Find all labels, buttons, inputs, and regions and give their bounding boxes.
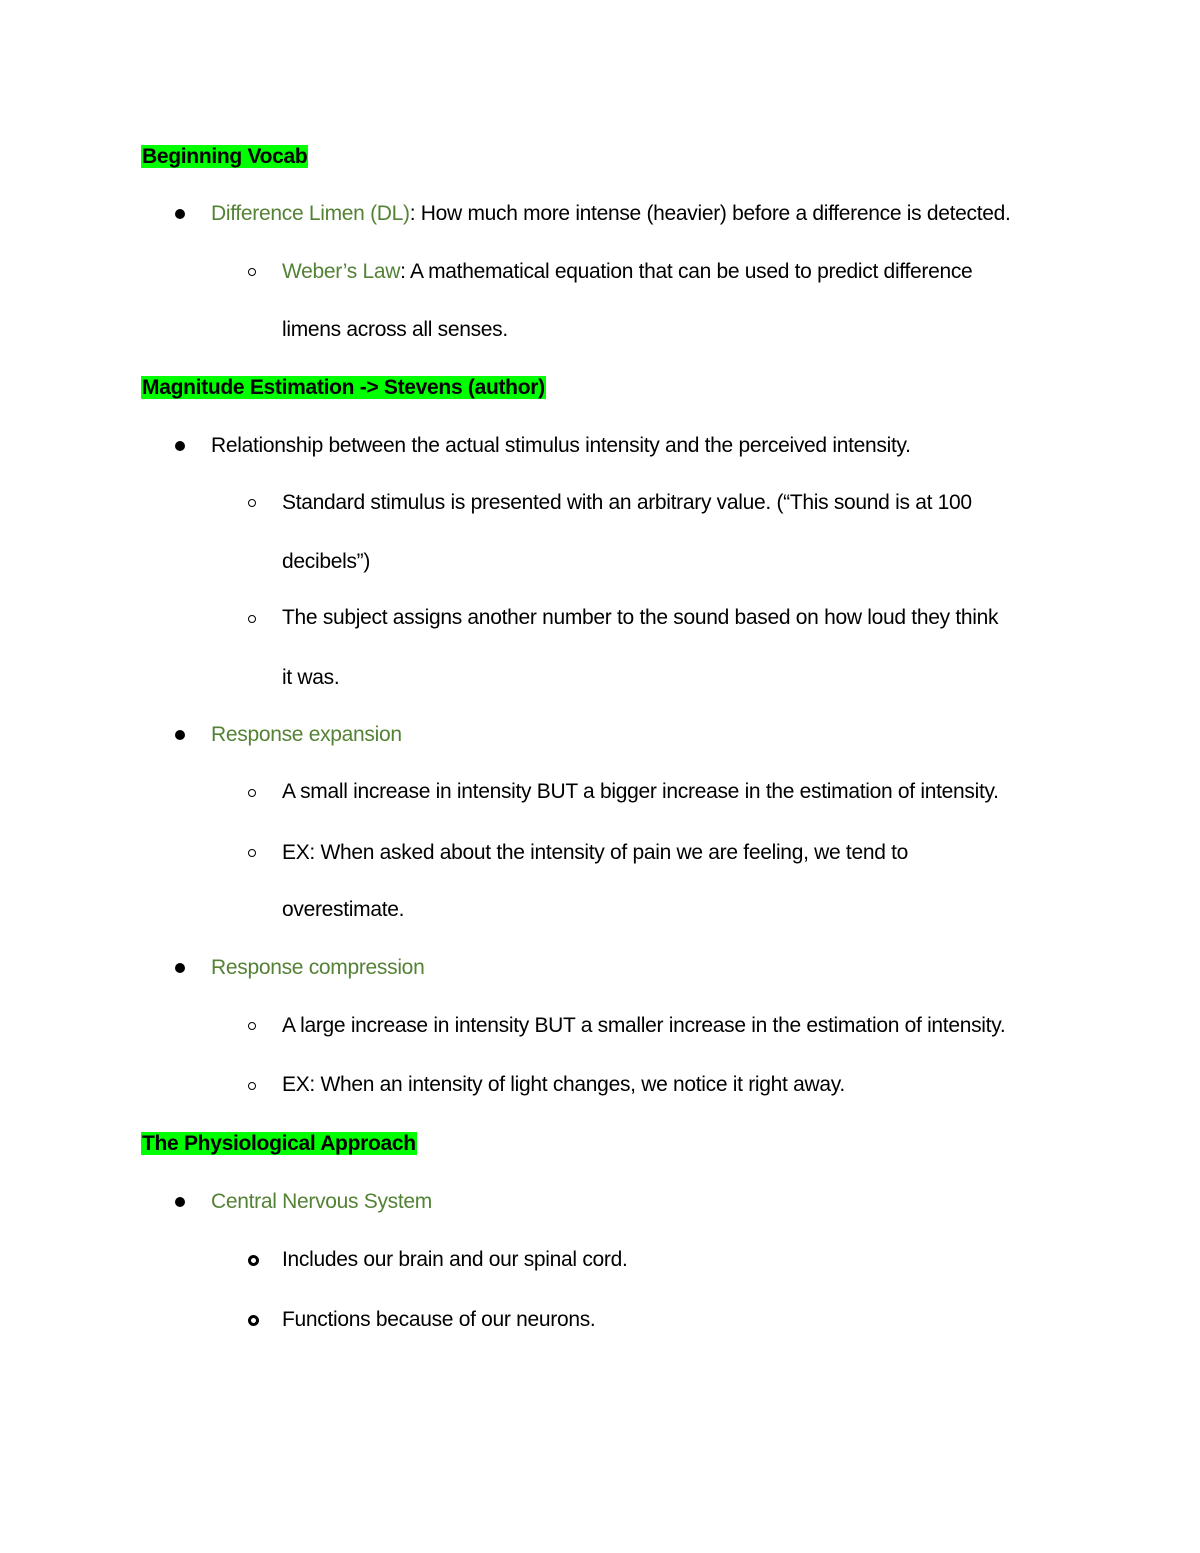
sub-list-item-continuation: it was. bbox=[282, 666, 340, 689]
term-label: Weber’s Law bbox=[282, 260, 401, 283]
list-item bbox=[211, 200, 1011, 228]
sub-list-item: EX: When an intensity of light changes, we notice it right away. bbox=[282, 1073, 845, 1096]
term-label: Response expansion bbox=[211, 723, 402, 746]
heading-highlight: Magnitude Estimation -> Stevens (author) bbox=[142, 376, 545, 399]
sub-list-item-continuation: limens across all senses. bbox=[282, 318, 508, 341]
sub-bullet-icon bbox=[248, 789, 256, 797]
list-item: Relationship between the actual stimulus intensity and the perceived intensity. bbox=[211, 434, 911, 457]
sub-list-item: A large increase in intensity BUT a smaller increase in the estimation of intensity. bbox=[282, 1014, 1006, 1037]
bullet-icon bbox=[175, 209, 185, 219]
sub-bullet-icon bbox=[248, 1255, 259, 1266]
sub-bullet-icon bbox=[248, 1315, 259, 1326]
term-label: Response compression bbox=[211, 956, 425, 979]
heading-highlight: The Physiological Approach bbox=[142, 1132, 416, 1155]
bullet-icon bbox=[175, 730, 185, 740]
sub-list-item: Includes our brain and our spinal cord. bbox=[282, 1248, 628, 1271]
term-label: Difference Limen (DL) bbox=[211, 202, 410, 225]
sub-bullet-icon bbox=[248, 615, 256, 623]
sub-bullet-icon bbox=[248, 1082, 256, 1090]
sub-bullet-icon bbox=[248, 849, 256, 857]
sub-bullet-icon bbox=[248, 499, 256, 507]
sub-list-item: EX: When asked about the intensity of pain we are feeling, we tend to bbox=[282, 841, 909, 864]
item-text: : How much more intense (heavier) before a difference is detected. bbox=[409, 202, 1011, 225]
term-label: Central Nervous System bbox=[211, 1190, 432, 1213]
sub-list-item: A small increase in intensity BUT a bigger increase in the estimation of intensity. bbox=[282, 780, 999, 803]
heading-highlight: Beginning Vocab bbox=[142, 145, 308, 168]
item-text: : A mathematical equation that can be used to predict difference bbox=[400, 260, 973, 283]
sub-list-item-continuation: decibels”) bbox=[282, 550, 371, 573]
section-heading bbox=[141, 143, 308, 171]
sub-bullet-icon bbox=[248, 1022, 256, 1030]
bullet-icon bbox=[175, 1197, 185, 1207]
sub-list-item: The subject assigns another number to the sound based on how loud they think bbox=[282, 606, 999, 629]
list-item bbox=[211, 721, 402, 749]
section-heading bbox=[141, 374, 546, 402]
bullet-icon bbox=[175, 441, 185, 451]
section-heading bbox=[141, 1130, 417, 1158]
bullet-icon bbox=[175, 963, 185, 973]
sub-list-item bbox=[282, 258, 972, 286]
sub-bullet-icon bbox=[248, 268, 256, 276]
list-item bbox=[211, 954, 424, 982]
sub-list-item: Functions because of our neurons. bbox=[282, 1308, 596, 1331]
sub-list-item-continuation: overestimate. bbox=[282, 898, 405, 921]
list-item bbox=[211, 1188, 432, 1216]
sub-list-item: Standard stimulus is presented with an arbitrary value. (“This sound is at 100 bbox=[282, 491, 972, 514]
